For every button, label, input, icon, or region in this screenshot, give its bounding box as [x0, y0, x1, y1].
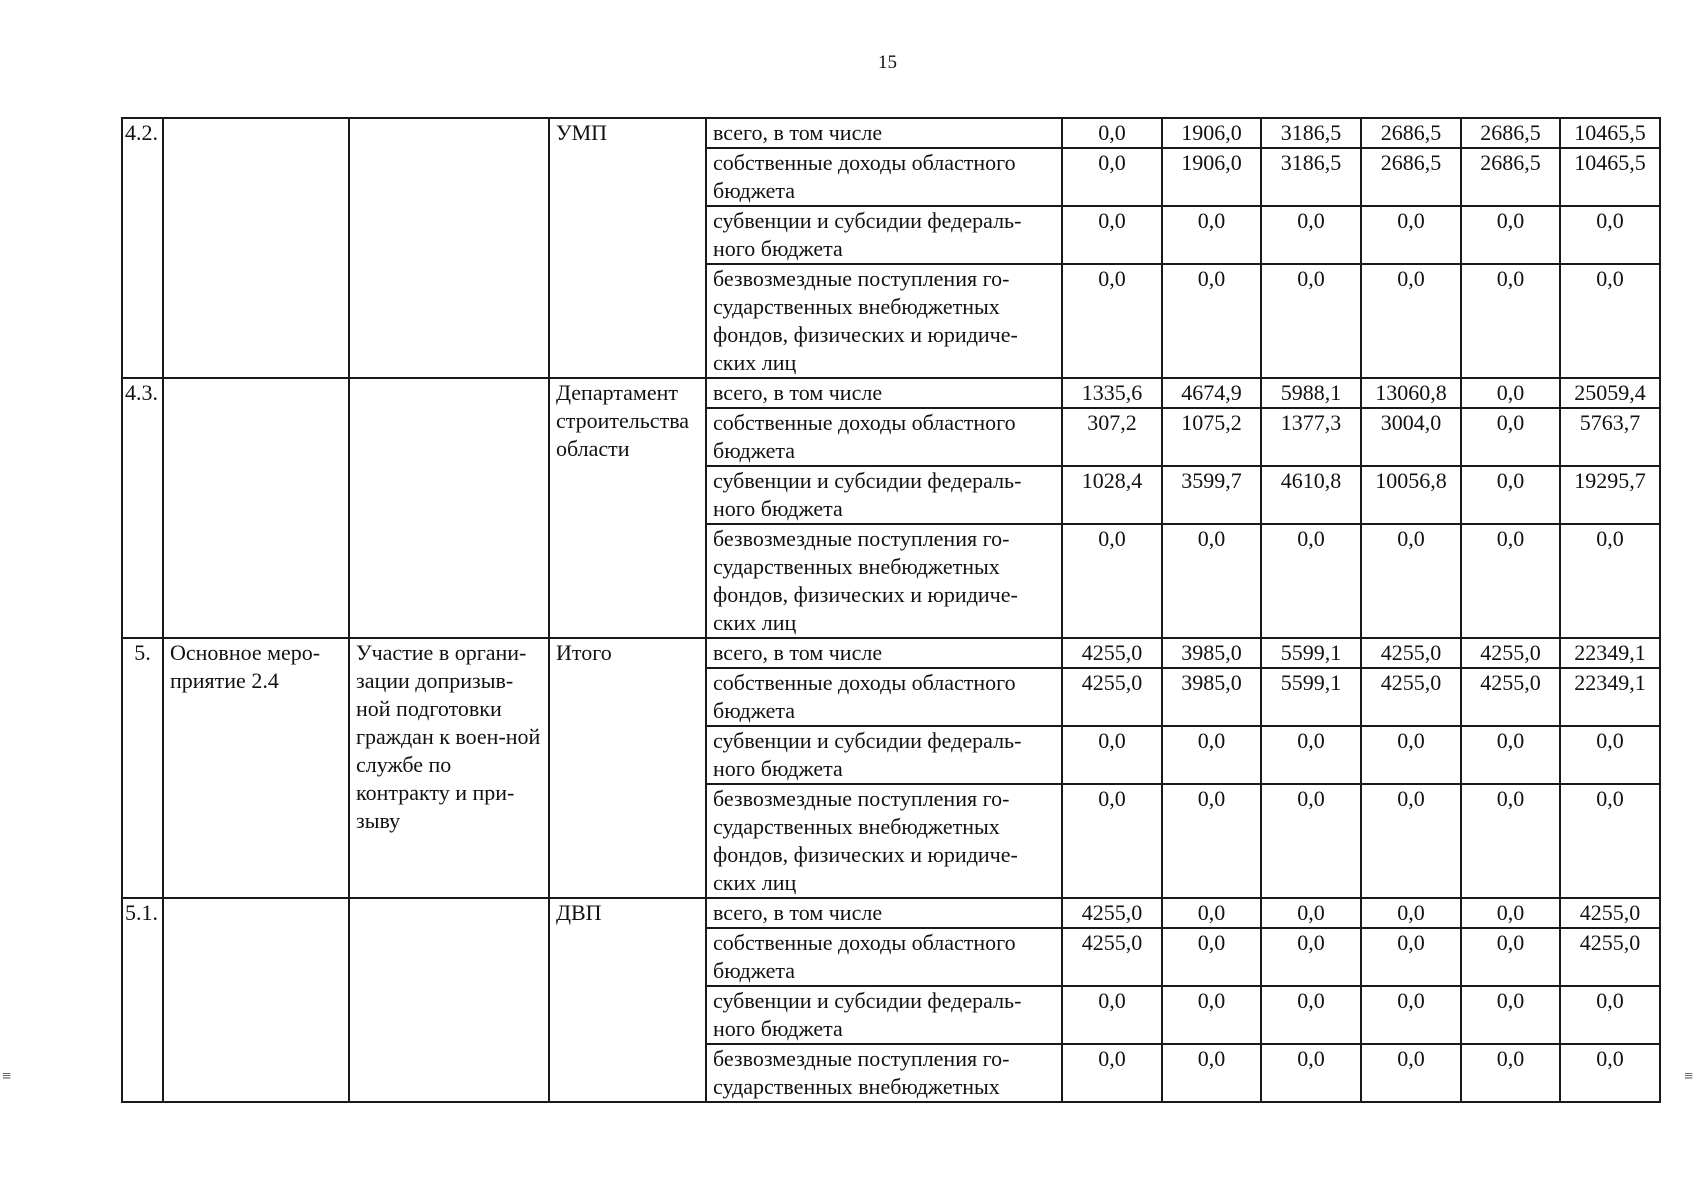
value-cell: 3186,5 [1261, 148, 1361, 206]
value-cell: 0,0 [1062, 206, 1162, 264]
value-cell: 0,0 [1062, 118, 1162, 148]
value-cell: 4674,9 [1162, 378, 1261, 408]
value-cell: 2686,5 [1361, 148, 1461, 206]
value-cell: 4255,0 [1361, 668, 1461, 726]
value-cell: 0,0 [1261, 206, 1361, 264]
table-row [122, 378, 1660, 408]
value-cell: 0,0 [1361, 784, 1461, 898]
value-cell: 0,0 [1361, 206, 1461, 264]
table-row [122, 118, 1660, 148]
funding-source-label: всего, в том числе [706, 378, 1062, 408]
value-cell: 0,0 [1062, 726, 1162, 784]
funding-source-label: всего, в том числе [706, 638, 1062, 668]
event-name [163, 898, 349, 1102]
value-cell: 0,0 [1361, 726, 1461, 784]
event-name [163, 118, 349, 378]
executor-name: ДВП [549, 898, 706, 1102]
value-cell: 0,0 [1261, 264, 1361, 378]
value-cell: 0,0 [1261, 986, 1361, 1044]
table-body [122, 118, 1660, 1102]
value-cell: 0,0 [1560, 1044, 1660, 1102]
scan-edge-mark-right: ≡ [1684, 1068, 1694, 1085]
budget-table [121, 117, 1661, 1103]
value-cell: 0,0 [1560, 264, 1660, 378]
value-cell: 0,0 [1162, 264, 1261, 378]
value-cell: 0,0 [1461, 524, 1560, 638]
value-cell: 1335,6 [1062, 378, 1162, 408]
value-cell: 0,0 [1162, 928, 1261, 986]
value-cell: 25059,4 [1560, 378, 1660, 408]
value-cell: 0,0 [1261, 784, 1361, 898]
value-cell: 4255,0 [1560, 898, 1660, 928]
funding-source-label: собственные доходы областного бюджета [706, 408, 1062, 466]
funding-source-label: субвенции и субсидии федераль-ного бюджета [706, 466, 1062, 524]
value-cell: 0,0 [1361, 928, 1461, 986]
row-number: 4.2. [122, 118, 163, 378]
funding-source-label: безвозмездные поступления го-сударственных внебюджетных фондов, физических и юридиче-ских лиц [706, 784, 1062, 898]
funding-source-label: собственные доходы областного бюджета [706, 668, 1062, 726]
value-cell: 0,0 [1560, 524, 1660, 638]
executor-name: УМП [549, 118, 706, 378]
value-cell: 0,0 [1361, 1044, 1461, 1102]
value-cell: 3186,5 [1261, 118, 1361, 148]
value-cell: 22349,1 [1560, 638, 1660, 668]
funding-source-label: субвенции и субсидии федераль-ного бюджета [706, 726, 1062, 784]
value-cell: 0,0 [1461, 378, 1560, 408]
value-cell: 10465,5 [1560, 148, 1660, 206]
value-cell: 0,0 [1461, 928, 1560, 986]
value-cell: 0,0 [1261, 524, 1361, 638]
value-cell: 0,0 [1461, 784, 1560, 898]
funding-source-label: безвозмездные поступления го-сударственных внебюджетных [706, 1044, 1062, 1102]
row-number: 5. [122, 638, 163, 898]
value-cell: 5599,1 [1261, 668, 1361, 726]
event-description [349, 378, 549, 638]
value-cell: 0,0 [1062, 148, 1162, 206]
funding-source-label: собственные доходы областного бюджета [706, 928, 1062, 986]
value-cell: 0,0 [1461, 466, 1560, 524]
value-cell: 0,0 [1461, 408, 1560, 466]
value-cell: 0,0 [1560, 986, 1660, 1044]
value-cell: 0,0 [1062, 524, 1162, 638]
value-cell: 2686,5 [1361, 118, 1461, 148]
value-cell: 3985,0 [1162, 638, 1261, 668]
value-cell: 0,0 [1461, 1044, 1560, 1102]
event-name: Основное меро-приятие 2.4 [163, 638, 349, 898]
value-cell: 2686,5 [1461, 148, 1560, 206]
value-cell: 5988,1 [1261, 378, 1361, 408]
value-cell: 0,0 [1162, 784, 1261, 898]
value-cell: 4255,0 [1062, 638, 1162, 668]
scan-edge-mark-left: ≡ [2, 1068, 12, 1085]
event-name [163, 378, 349, 638]
page-number: 15 [878, 52, 897, 73]
value-cell: 4255,0 [1062, 898, 1162, 928]
value-cell: 4255,0 [1461, 668, 1560, 726]
funding-source-label: всего, в том числе [706, 898, 1062, 928]
value-cell: 0,0 [1361, 524, 1461, 638]
value-cell: 0,0 [1062, 986, 1162, 1044]
value-cell: 5599,1 [1261, 638, 1361, 668]
value-cell: 3004,0 [1361, 408, 1461, 466]
value-cell: 4610,8 [1261, 466, 1361, 524]
value-cell: 0,0 [1361, 264, 1461, 378]
value-cell: 0,0 [1062, 784, 1162, 898]
funding-source-label: собственные доходы областного бюджета [706, 148, 1062, 206]
value-cell: 4255,0 [1062, 668, 1162, 726]
value-cell: 4255,0 [1361, 638, 1461, 668]
value-cell: 3985,0 [1162, 668, 1261, 726]
value-cell: 0,0 [1261, 1044, 1361, 1102]
value-cell: 13060,8 [1361, 378, 1461, 408]
funding-source-label: всего, в том числе [706, 118, 1062, 148]
value-cell: 4255,0 [1461, 638, 1560, 668]
event-description [349, 118, 549, 378]
executor-name: Департамент строительства области [549, 378, 706, 638]
value-cell: 10465,5 [1560, 118, 1660, 148]
executor-name: Итого [549, 638, 706, 898]
value-cell: 0,0 [1062, 1044, 1162, 1102]
value-cell: 0,0 [1461, 206, 1560, 264]
value-cell: 5763,7 [1560, 408, 1660, 466]
table-row [122, 898, 1660, 928]
value-cell: 0,0 [1461, 264, 1560, 378]
funding-source-label: субвенции и субсидии федераль-ного бюджета [706, 206, 1062, 264]
value-cell: 0,0 [1461, 898, 1560, 928]
value-cell: 2686,5 [1461, 118, 1560, 148]
value-cell: 19295,7 [1560, 466, 1660, 524]
value-cell: 0,0 [1062, 264, 1162, 378]
value-cell: 0,0 [1162, 1044, 1261, 1102]
value-cell: 0,0 [1261, 726, 1361, 784]
value-cell: 0,0 [1162, 206, 1261, 264]
value-cell: 0,0 [1461, 726, 1560, 784]
row-number: 4.3. [122, 378, 163, 638]
event-description [349, 898, 549, 1102]
value-cell: 0,0 [1162, 986, 1261, 1044]
value-cell: 0,0 [1261, 928, 1361, 986]
funding-source-label: безвозмездные поступления го-сударственных внебюджетных фондов, физических и юридиче-ских лиц [706, 264, 1062, 378]
value-cell: 4255,0 [1062, 928, 1162, 986]
value-cell: 0,0 [1162, 726, 1261, 784]
row-number: 5.1. [122, 898, 163, 1102]
value-cell: 0,0 [1560, 784, 1660, 898]
value-cell: 3599,7 [1162, 466, 1261, 524]
value-cell: 22349,1 [1560, 668, 1660, 726]
value-cell: 1075,2 [1162, 408, 1261, 466]
value-cell: 1028,4 [1062, 466, 1162, 524]
funding-source-label: субвенции и субсидии федераль-ного бюджета [706, 986, 1062, 1044]
value-cell: 0,0 [1560, 206, 1660, 264]
value-cell: 0,0 [1261, 898, 1361, 928]
funding-source-label: безвозмездные поступления го-сударственных внебюджетных фондов, физических и юридиче-ских лиц [706, 524, 1062, 638]
value-cell: 0,0 [1461, 986, 1560, 1044]
value-cell: 10056,8 [1361, 466, 1461, 524]
value-cell: 1906,0 [1162, 118, 1261, 148]
value-cell: 0,0 [1162, 898, 1261, 928]
event-description: Участие в органи-зации допризыв-ной подготовки граждан к воен-ной службе по контракту и при-зыву [349, 638, 549, 898]
value-cell: 4255,0 [1560, 928, 1660, 986]
value-cell: 0,0 [1361, 898, 1461, 928]
value-cell: 0,0 [1361, 986, 1461, 1044]
value-cell: 307,2 [1062, 408, 1162, 466]
value-cell: 1906,0 [1162, 148, 1261, 206]
value-cell: 0,0 [1162, 524, 1261, 638]
value-cell: 0,0 [1560, 726, 1660, 784]
value-cell: 1377,3 [1261, 408, 1361, 466]
table-row [122, 638, 1660, 668]
